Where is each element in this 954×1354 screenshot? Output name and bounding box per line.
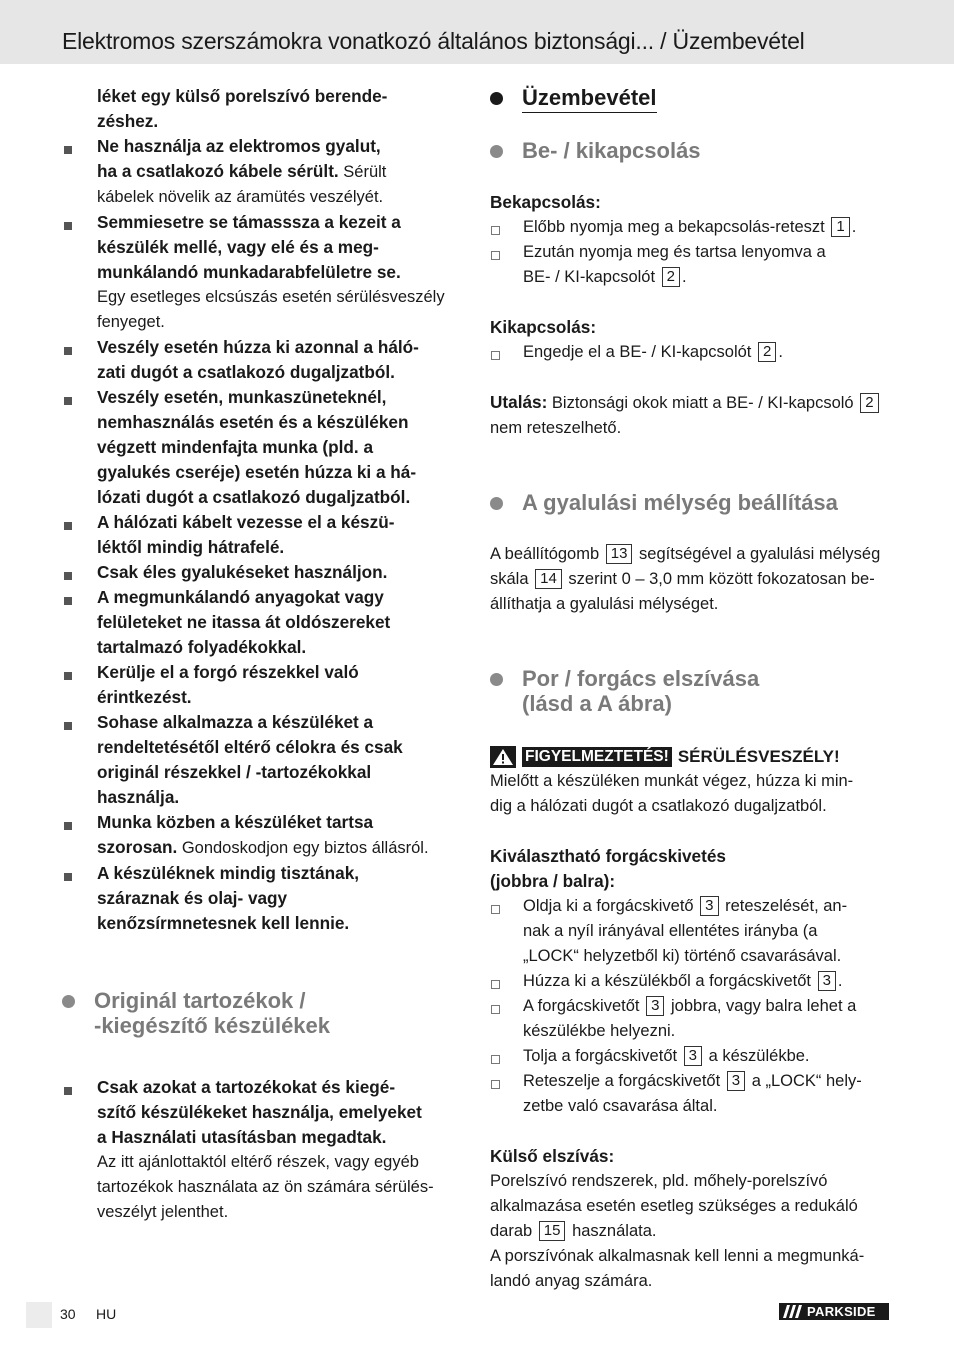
text-line: zati dugót a csatlakozó dugaljzatból. bbox=[97, 362, 395, 382]
text-line: originál részekkel / -tartozékokkal bbox=[97, 762, 372, 782]
square-bullet-icon bbox=[64, 397, 72, 405]
text-line: segítségével a gyalulási mélység bbox=[639, 545, 881, 563]
text-line: Mielőtt a készüléken munkát végez, húzza ki min- bbox=[490, 772, 854, 790]
checkbox-bullet-icon bbox=[491, 226, 500, 235]
list-item bbox=[62, 710, 468, 810]
warning-text: SÉRÜLÉSVESZÉLY! bbox=[677, 746, 840, 766]
list-item bbox=[62, 335, 468, 385]
heading-line: Be- / kikapcsolás bbox=[522, 138, 701, 163]
heading-line: (lásd a A ábra) bbox=[522, 691, 672, 716]
text-line: landó anyag számára. bbox=[490, 1272, 653, 1290]
text-line: A beállítógomb bbox=[490, 545, 600, 563]
text-line: Semmiesetre se támasssza a kezeit a bbox=[97, 212, 401, 232]
text-line: Engedje el a BE- / KI-kapcsolót bbox=[523, 343, 752, 361]
step-item: Előbb nyomja meg a bekapcsolás-reteszt 1 . bbox=[490, 215, 892, 240]
page-number: 30 bbox=[60, 1306, 76, 1322]
list-item bbox=[62, 560, 468, 585]
text-line: Egy esetleges elcsúszás esetén sérülésveszély bbox=[97, 288, 445, 306]
page-header-title: Elektromos szerszámokra vonatkozó általános biztonsági... / Üzembevétel bbox=[62, 28, 805, 54]
part-reference: 2 bbox=[758, 342, 776, 362]
sub-label: Külső elszívás: bbox=[490, 1146, 615, 1166]
text-line: Biztonsági okok miatt a BE- / KI-kapcsoló bbox=[547, 394, 854, 412]
square-bullet-icon bbox=[64, 1087, 72, 1095]
square-bullet-icon bbox=[64, 873, 72, 881]
text-line: Oldja ki a forgácskivető bbox=[523, 897, 694, 915]
text-line: tartalmazó folyadékokkal. bbox=[97, 637, 307, 657]
text-line: a „LOCK“ hely- bbox=[751, 1072, 862, 1090]
heading-line: -kiegészítő készülékek bbox=[94, 1013, 331, 1038]
text-line: állíthatja a gyalulási mélységet. bbox=[490, 595, 719, 613]
part-reference: 3 bbox=[700, 896, 718, 916]
text-line: munkálandó munkadarabfelületre se. bbox=[97, 262, 401, 282]
sub-label: Kikapcsolás: bbox=[490, 317, 597, 337]
right-column bbox=[490, 84, 892, 1294]
bullet-dot-icon bbox=[490, 673, 503, 686]
text-line: Gondoskodjon egy biztos állásról. bbox=[177, 839, 429, 857]
text-line: Húzza ki a készülékből a forgácskivetőt bbox=[523, 972, 811, 990]
list-item bbox=[62, 660, 468, 710]
text-line: a Használati utasításban megadtak. bbox=[97, 1127, 387, 1147]
heading-line: Por / forgács elszívása bbox=[522, 666, 760, 691]
checkbox-bullet-icon bbox=[491, 1005, 500, 1014]
text-line: szorosan. bbox=[97, 837, 178, 857]
text-line: Csak éles gyalukéseket használjon. bbox=[97, 562, 388, 582]
list-item bbox=[62, 585, 468, 660]
bullet-dot-icon bbox=[490, 497, 503, 510]
list-item bbox=[62, 134, 468, 210]
text-line: készülékbe helyezni. bbox=[523, 1022, 676, 1040]
part-reference: 14 bbox=[535, 569, 562, 589]
text-line: Porelszívó rendszerek, pld. mőhely-porelszívó bbox=[490, 1172, 828, 1190]
list-item bbox=[62, 1075, 468, 1225]
sub-label: Bekapcsolás: bbox=[490, 192, 601, 212]
checkbox-bullet-icon bbox=[491, 251, 500, 260]
square-bullet-icon bbox=[64, 222, 72, 230]
text-line: lózati dugót a csatlakozó dugaljzatból. bbox=[97, 487, 411, 507]
section-heading-depth bbox=[490, 490, 892, 515]
heading-line: Originál tartozékok / bbox=[94, 988, 306, 1013]
text-line: A megmunkálandó anyagokat vagy bbox=[97, 587, 384, 607]
step-item: Engedje el a BE- / KI-kapcsolót 2 . bbox=[490, 340, 892, 365]
heading-line: A gyalulási mélység beállítása bbox=[522, 490, 838, 515]
warning-line bbox=[490, 744, 892, 769]
warning-badge: FIGYELMEZTETÉS! bbox=[522, 747, 672, 767]
square-bullet-icon bbox=[64, 822, 72, 830]
text-line: Tolja a forgácskivetőt bbox=[523, 1047, 678, 1065]
list-item bbox=[62, 510, 468, 560]
text-line: alkalmazása esetén esetleg szükséges a redukáló bbox=[490, 1197, 858, 1215]
part-reference: 13 bbox=[606, 544, 633, 564]
step-item bbox=[490, 894, 892, 969]
text-line: tartozékok használata az ön számára sérülés- bbox=[97, 1178, 434, 1196]
text-line: nemhasználás esetén és a készüléken bbox=[97, 412, 409, 432]
section-heading-chips bbox=[490, 666, 892, 716]
text-line: érintkezést. bbox=[97, 687, 192, 707]
text-line: zetbe való csavarása által. bbox=[523, 1097, 718, 1115]
square-bullet-icon bbox=[64, 597, 72, 605]
list-item bbox=[62, 810, 468, 861]
text-line: száraznak és olaj- vagy bbox=[97, 888, 288, 908]
checkbox-bullet-icon bbox=[491, 905, 500, 914]
step-item: Ezután nyomja meg és tartsa lenyomva a BE- / KI-kapcsolót 2 . bbox=[490, 240, 892, 290]
sub-label: Kiválasztható forgácskivetés bbox=[490, 846, 726, 866]
text-line: felületeket ne itassa át oldószereket bbox=[97, 612, 391, 632]
square-bullet-icon bbox=[64, 672, 72, 680]
text-line: használata. bbox=[572, 1222, 657, 1240]
part-reference: 2 bbox=[860, 393, 878, 413]
checkbox-bullet-icon bbox=[491, 351, 500, 360]
step-item: Húzza ki a készülékből a forgácskivetőt 3 . bbox=[490, 969, 892, 994]
text-line: Sohase alkalmazza a készüléket a bbox=[97, 712, 374, 732]
square-bullet-icon bbox=[64, 146, 72, 154]
checkbox-bullet-icon bbox=[491, 1055, 500, 1064]
text-line: Reteszelje a forgácskivetőt bbox=[523, 1072, 721, 1090]
square-bullet-icon bbox=[64, 522, 72, 530]
text-line: reteszelését, an- bbox=[725, 897, 848, 915]
text-line: zéshez. bbox=[97, 111, 159, 131]
logo-text: PARKSIDE bbox=[807, 1304, 876, 1319]
text-line: gyalukés cseréje) esetén húzza ki a há- bbox=[97, 462, 417, 482]
text-line: ha a csatlakozó kábele sérült. bbox=[97, 161, 339, 181]
square-bullet-icon bbox=[64, 722, 72, 730]
text-line: kenőzsírmnetesnek kell lennie. bbox=[97, 913, 350, 933]
part-reference: 3 bbox=[727, 1071, 745, 1091]
list-item bbox=[62, 210, 468, 335]
text-line: használja. bbox=[97, 787, 180, 807]
text-line: fenyeget. bbox=[97, 313, 165, 331]
text-line: Munka közben a készüléket tartsa bbox=[97, 812, 374, 832]
part-reference: 15 bbox=[539, 1221, 566, 1241]
text-line: jobbra, vagy balra lehet a bbox=[671, 997, 857, 1015]
text-line: szítő készülékeket használja, emelyeket bbox=[97, 1102, 422, 1122]
main-heading-text: Üzembevétel bbox=[522, 84, 657, 113]
text-line: A forgácskivetőt bbox=[523, 997, 640, 1015]
logo-slashes-icon bbox=[781, 1303, 807, 1320]
step-item bbox=[490, 994, 892, 1044]
list-item bbox=[62, 385, 468, 510]
square-bullet-icon bbox=[64, 347, 72, 355]
main-heading bbox=[490, 84, 892, 113]
text-line: BE- / KI-kapcsolót bbox=[523, 268, 656, 286]
sub-label: (jobbra / balra): bbox=[490, 871, 616, 891]
text-line: Ne használja az elektromos gyalut, bbox=[97, 136, 381, 156]
text-line: Kerülje el a forgó részekkel való bbox=[97, 662, 359, 682]
text-line: a készülékbe. bbox=[708, 1047, 810, 1065]
text-line: veszélyt jelenthet. bbox=[97, 1203, 229, 1221]
part-reference: 3 bbox=[646, 996, 664, 1016]
part-reference: 1 bbox=[831, 217, 849, 237]
text-line: szerint 0 – 3,0 mm között fokozatosan be- bbox=[568, 570, 875, 588]
bullet-dot-icon bbox=[490, 92, 503, 105]
text-line: darab bbox=[490, 1222, 533, 1240]
text-line: léktől mindig hátrafelé. bbox=[97, 537, 285, 557]
bullet-dot-icon bbox=[62, 995, 75, 1008]
text-line: készülék mellé, vagy elé és a meg- bbox=[97, 237, 379, 257]
text-line: rendeltetésétől eltérő célokra és csak bbox=[97, 737, 403, 757]
text-line: végzett mindenfajta munka (pld. a bbox=[97, 437, 373, 457]
square-bullet-icon bbox=[64, 572, 72, 580]
continued-item bbox=[62, 84, 468, 134]
text-line: dig a hálózati dugót a csatlakozó dugaljzatból. bbox=[490, 797, 827, 815]
text-line: skála bbox=[490, 570, 529, 588]
text-line: kábelek növelik az áramütés veszélyét. bbox=[97, 188, 384, 206]
left-column bbox=[62, 84, 468, 1225]
warning-triangle-icon bbox=[490, 746, 516, 768]
bullet-dot-icon bbox=[490, 145, 503, 158]
part-reference: 3 bbox=[818, 971, 836, 991]
step-item bbox=[490, 1044, 892, 1069]
list-item bbox=[62, 861, 468, 936]
text-line: „LOCK“ helyzetből ki) történő csavarásával. bbox=[523, 947, 842, 965]
text-line: A készüléknek mindig tisztának, bbox=[97, 863, 360, 883]
text-line: nak a nyíl irányával ellentétes irányba (a bbox=[523, 922, 818, 940]
text-line: Előbb nyomja meg a bekapcsolás-reteszt bbox=[523, 218, 825, 236]
text-line: Csak azokat a tartozékokat és kiegé- bbox=[97, 1077, 396, 1097]
step-item bbox=[490, 1069, 892, 1119]
text-line: A porszívónak alkalmasnak kell lenni a megmunká- bbox=[490, 1247, 865, 1265]
footer-page-box bbox=[26, 1302, 52, 1328]
text-line: Veszély esetén húzza ki azonnal a háló- bbox=[97, 337, 419, 357]
parkside-logo bbox=[779, 1303, 889, 1320]
text-line: A hálózati kábelt vezesse el a készü- bbox=[97, 512, 395, 532]
section-heading-onoff bbox=[490, 138, 892, 163]
text-line: Veszély esetén, munkaszüneteknél, bbox=[97, 387, 387, 407]
checkbox-bullet-icon bbox=[491, 980, 500, 989]
text-line: Az itt ajánlottaktól eltérő részek, vagy egyéb bbox=[97, 1153, 419, 1171]
text-line: léket egy külső porelszívó berende- bbox=[97, 86, 388, 106]
language-code: HU bbox=[96, 1306, 117, 1322]
part-reference: 3 bbox=[684, 1046, 702, 1066]
part-reference: 2 bbox=[662, 267, 680, 287]
checkbox-bullet-icon bbox=[491, 1080, 500, 1089]
text-line: nem reteszelhető. bbox=[490, 419, 622, 437]
note-label: Utalás: bbox=[490, 392, 548, 412]
section-heading-accessories bbox=[62, 988, 468, 1038]
text-line: Sérült bbox=[338, 163, 387, 181]
text-line: Ezután nyomja meg és tartsa lenyomva a bbox=[523, 243, 826, 261]
